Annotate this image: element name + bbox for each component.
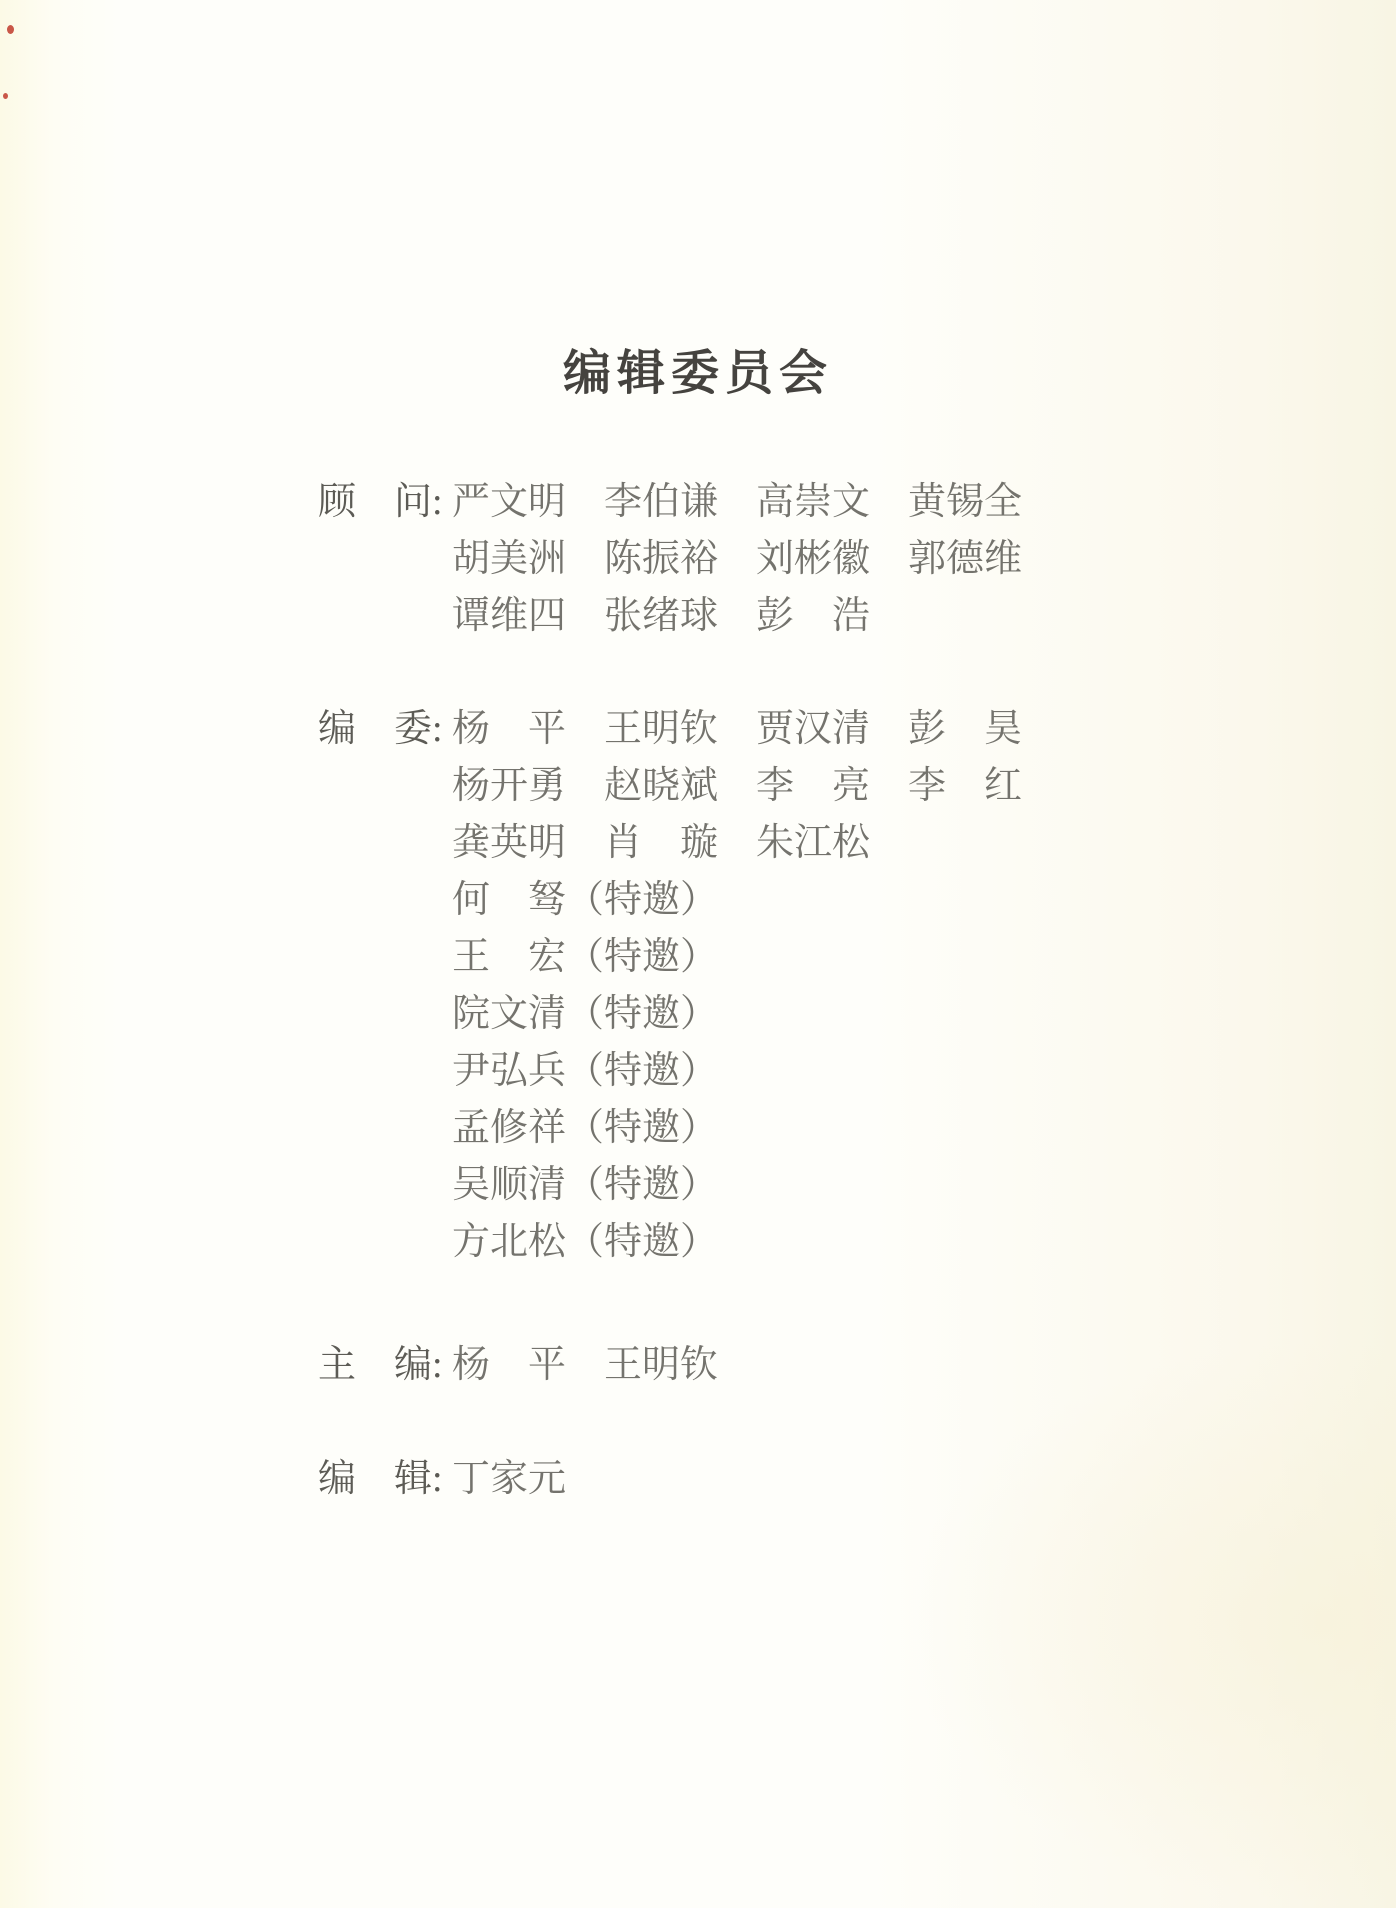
name-line: 王 宏（特邀） <box>452 936 719 978</box>
name-line: 尹弘兵（特邀） <box>452 1050 719 1092</box>
name-line: 杨 平 王明钦 贾汉清 彭 昊 <box>452 708 1023 750</box>
page-title: 编辑委员会 <box>562 347 833 400</box>
name-line: 谭维四 张绪球 彭 浩 <box>452 595 871 637</box>
board-member-names <box>452 701 1022 1271</box>
name-line: 丁家元 <box>452 1458 567 1500</box>
section-board-members <box>318 701 1396 1271</box>
name-line: 何 驽（特邀） <box>452 879 719 921</box>
name-line: 杨 平 王明钦 <box>452 1344 719 1386</box>
name-line: 严文明 李伯谦 高崇文 黄锡全 <box>452 481 1023 523</box>
editor-names <box>452 1451 566 1508</box>
section-label-chief-editors: 主 编: <box>318 1344 443 1386</box>
name-line: 方北松（特邀） <box>452 1221 719 1263</box>
section-label-editor: 编 辑: <box>318 1458 443 1500</box>
name-line: 杨开勇 赵晓斌 李 亮 李 红 <box>452 765 1023 807</box>
name-line: 孟修祥（特邀） <box>452 1107 719 1149</box>
name-line: 院文清（特邀） <box>452 993 719 1035</box>
section-chief-editors <box>318 1337 1396 1394</box>
chief-editor-names <box>452 1337 718 1394</box>
scan-ink-speck <box>3 93 8 99</box>
section-editor <box>318 1451 1396 1508</box>
name-line: 胡美洲 陈振裕 刘彬徽 郭德维 <box>452 538 1023 580</box>
advisor-names <box>452 474 1022 645</box>
scan-ink-speck <box>7 25 14 34</box>
committee-list <box>318 474 1396 1508</box>
section-label-advisors: 顾 问: <box>318 481 443 523</box>
name-line: 龚英明 肖 璇 朱江松 <box>452 822 871 864</box>
section-label-board-members: 编 委: <box>318 708 443 750</box>
section-advisors <box>318 474 1396 645</box>
name-line: 吴顺清（特邀） <box>452 1164 719 1206</box>
